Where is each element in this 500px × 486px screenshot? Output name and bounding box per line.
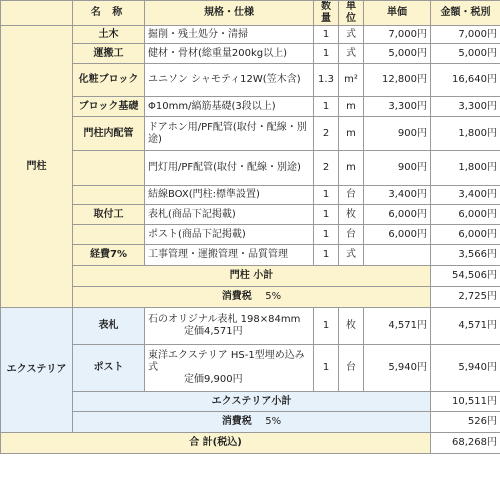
table-row xyxy=(1,245,500,266)
item-spec: ポスト(商品下記掲載) xyxy=(145,225,314,245)
section-gate-label: 門柱 xyxy=(1,26,73,308)
item-qty: 1 xyxy=(314,345,339,392)
item-price: 3,400円 xyxy=(364,186,431,205)
header-name: 名 称 xyxy=(73,1,145,26)
item-amount: 16,640円 xyxy=(431,64,500,97)
item-name: 表札 xyxy=(73,308,145,345)
header-unit: 単位 xyxy=(339,1,364,26)
item-unit: m² xyxy=(339,64,364,97)
item-qty: 1 xyxy=(314,44,339,64)
item-price: 7,000円 xyxy=(364,26,431,44)
item-name: 経費7% xyxy=(73,245,145,266)
gate-subtotal-row xyxy=(1,266,500,287)
item-amount: 3,566円 xyxy=(431,245,500,266)
item-qty: 1 xyxy=(314,245,339,266)
item-name: 運搬工 xyxy=(73,44,145,64)
header-spec: 規格・仕様 xyxy=(145,1,314,26)
item-qty: 1 xyxy=(314,308,339,345)
item-list-price: 定価9,900円 xyxy=(184,374,243,385)
item-qty: 1 xyxy=(314,186,339,205)
header-row xyxy=(1,1,500,26)
grand-total-value: 68,268円 xyxy=(431,433,500,454)
exterior-tax-label: 消費税 xyxy=(221,416,252,427)
exterior-tax-label-cell xyxy=(73,412,431,433)
exterior-subtotal-value: 10,511円 xyxy=(431,392,500,412)
item-amount: 3,400円 xyxy=(431,186,500,205)
item-unit: 枚 xyxy=(339,205,364,225)
table-row xyxy=(1,26,500,44)
item-unit: 式 xyxy=(339,44,364,64)
item-qty: 1 xyxy=(314,97,339,117)
item-spec: 結線BOX(門柱:標準設置) xyxy=(145,186,314,205)
table-row xyxy=(1,117,500,151)
item-price xyxy=(364,245,431,266)
item-amount: 5,940円 xyxy=(431,345,500,392)
item-spec: 東洋エクステリア HS-1型埋め込み式 xyxy=(148,350,305,373)
item-qty: 1 xyxy=(314,225,339,245)
item-unit: m xyxy=(339,117,364,151)
exterior-tax-rate: 5% xyxy=(265,416,282,427)
item-qty: 2 xyxy=(314,151,339,186)
gate-tax-label: 消費税 xyxy=(221,291,252,302)
item-unit: 台 xyxy=(339,225,364,245)
exterior-subtotal-row xyxy=(1,392,500,412)
item-amount: 1,800円 xyxy=(431,117,500,151)
exterior-tax-row xyxy=(1,412,500,433)
item-amount: 6,000円 xyxy=(431,205,500,225)
item-spec: 石のオリジナル表札 198×84mm xyxy=(148,314,301,325)
item-name: 化粧ブロック xyxy=(73,64,145,97)
item-list-price: 定価4,571円 xyxy=(184,326,243,337)
table-row xyxy=(1,151,500,186)
item-amount: 6,000円 xyxy=(431,225,500,245)
item-spec-cell xyxy=(145,345,314,392)
item-qty: 1 xyxy=(314,26,339,44)
item-name: ポスト xyxy=(73,345,145,392)
item-price: 6,000円 xyxy=(364,205,431,225)
table-row xyxy=(1,225,500,245)
item-spec: 健材・骨材(総重量200kg以上) xyxy=(145,44,314,64)
item-unit: 台 xyxy=(339,345,364,392)
item-name: 土木 xyxy=(73,26,145,44)
item-spec: ユニソン シャモティ12W(笠木含) xyxy=(145,64,314,97)
item-spec: ドアホン用/PF配管(取付・配線・別途) xyxy=(145,117,314,151)
item-name xyxy=(73,225,145,245)
item-price: 900円 xyxy=(364,117,431,151)
table-row xyxy=(1,345,500,392)
item-price: 6,000円 xyxy=(364,225,431,245)
item-spec: 門灯用/PF配管(取付・配線・別途) xyxy=(145,151,314,186)
item-spec: 工事管理・運搬管理・品質管理 xyxy=(145,245,314,266)
item-name xyxy=(73,151,145,186)
item-qty: 2 xyxy=(314,117,339,151)
item-spec: 表札(商品下記掲載) xyxy=(145,205,314,225)
item-unit: 台 xyxy=(339,186,364,205)
header-blank xyxy=(1,1,73,26)
gate-subtotal-label: 門柱 小計 xyxy=(73,266,431,287)
item-unit: 式 xyxy=(339,26,364,44)
table-row xyxy=(1,97,500,117)
item-amount: 4,571円 xyxy=(431,308,500,345)
item-amount: 7,000円 xyxy=(431,26,500,44)
item-price: 3,300円 xyxy=(364,97,431,117)
item-spec: 掘削・残土処分・清掃 xyxy=(145,26,314,44)
item-spec-cell xyxy=(145,308,314,345)
item-spec: Φ10mm/縞筋基礎(3段以上) xyxy=(145,97,314,117)
header-amount: 金額・税別 xyxy=(431,1,500,26)
item-qty: 1.3 xyxy=(314,64,339,97)
exterior-tax-value: 526円 xyxy=(431,412,500,433)
item-unit: m xyxy=(339,151,364,186)
table-row xyxy=(1,64,500,97)
section-exterior-label: エクステリア xyxy=(1,308,73,433)
grand-total-row xyxy=(1,433,500,454)
item-price: 4,571円 xyxy=(364,308,431,345)
item-price: 900円 xyxy=(364,151,431,186)
item-amount: 1,800円 xyxy=(431,151,500,186)
item-price: 5,000円 xyxy=(364,44,431,64)
item-name: 門柱内配管 xyxy=(73,117,145,151)
item-amount: 5,000円 xyxy=(431,44,500,64)
gate-subtotal-value: 54,506円 xyxy=(431,266,500,287)
gate-tax-rate: 5% xyxy=(265,291,282,302)
item-amount: 3,300円 xyxy=(431,97,500,117)
exterior-subtotal-label: エクステリア小計 xyxy=(73,392,431,412)
item-name: ブロック基礎 xyxy=(73,97,145,117)
table-row xyxy=(1,308,500,345)
item-unit: 式 xyxy=(339,245,364,266)
gate-tax-label-cell xyxy=(73,287,431,308)
table-row xyxy=(1,205,500,225)
table-row xyxy=(1,186,500,205)
header-qty: 数量 xyxy=(314,1,339,26)
item-price: 5,940円 xyxy=(364,345,431,392)
item-name xyxy=(73,186,145,205)
grand-total-label: 合 計(税込) xyxy=(1,433,431,454)
item-unit: m xyxy=(339,97,364,117)
item-price: 12,800円 xyxy=(364,64,431,97)
gate-tax-value: 2,725円 xyxy=(431,287,500,308)
gate-tax-row xyxy=(1,287,500,308)
table-row xyxy=(1,44,500,64)
item-unit: 枚 xyxy=(339,308,364,345)
item-name: 取付工 xyxy=(73,205,145,225)
item-qty: 1 xyxy=(314,205,339,225)
header-price: 単価 xyxy=(364,1,431,26)
